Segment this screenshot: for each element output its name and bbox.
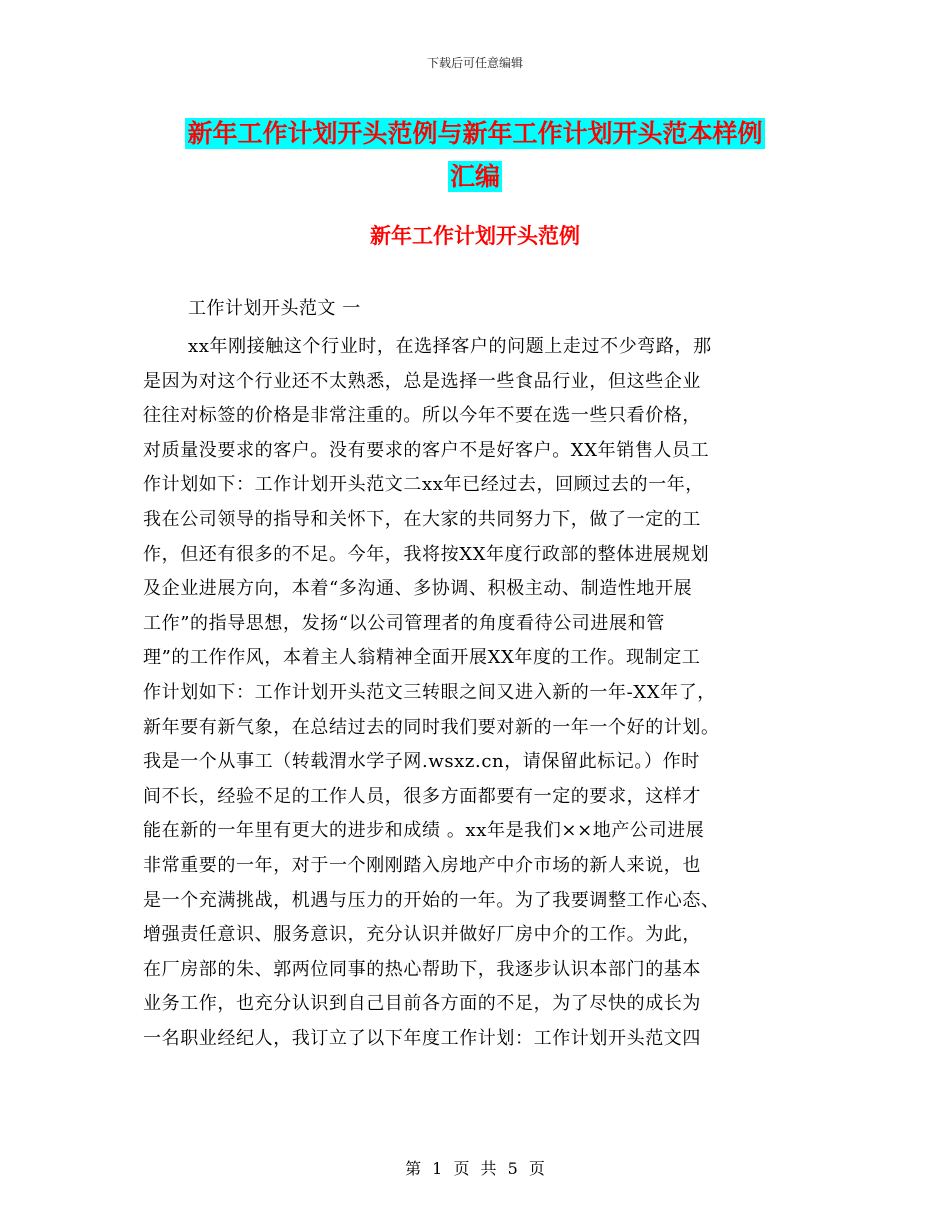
body-line: 及企业进展方向，本着“多沟通、多协调、积极主动、制造性地开展	[143, 578, 693, 600]
document-title-line-1: 新年工作计划开头范例与新年工作计划开头范本样例	[187, 119, 763, 148]
body-line: 在厂房部的朱、郭两位同事的热心帮助下，我逐步认识本部门的基本	[143, 958, 701, 980]
body-line: 间不长，经验不足的工作人员，很多方面都要有一定的要求，这样才	[143, 785, 701, 807]
body-line: 作计划如下：工作计划开头范文二xx年已经过去，回顾过去的一年，	[143, 474, 704, 496]
body-line: 我在公司领导的指导和关怀下，在大家的共同努力下，做了一定的工	[143, 508, 701, 530]
body-line: 我是一个从事工（转载渭水学子网.wsxz.cn，请保留此标记。）作时	[143, 751, 700, 773]
body-line: 对质量没要求的客户。没有要求的客户不是好客户。XX年销售人员工	[143, 439, 710, 461]
body-line: 作计划如下：工作计划开头范文三转眼之间又进入新的一年-XX年了，	[143, 681, 716, 703]
body-line: 是一个充满挑战，机遇与压力的开始的一年。为了我要调整工作心态、	[143, 889, 720, 911]
body-line: 是因为对这个行业还不太熟悉，总是选择一些食品行业，但这些企业	[143, 370, 701, 392]
section-title: 新年工作计划开头范例	[370, 224, 580, 248]
body-line: 作，但还有很多的不足。今年，我将按XX年度行政部的整体进展规划	[143, 543, 710, 565]
body-line: 非常重要的一年，对于一个刚刚踏入房地产中介市场的新人来说，也	[143, 854, 701, 876]
body-line: 一名职业经纪人，我订立了以下年度工作计划：工作计划开头范文四	[143, 1027, 701, 1049]
document-title-line-2: 汇编	[449, 162, 500, 191]
body-line: 新年要有新气象，在总结过去的同时我们要对新的一年一个好的计划。	[143, 716, 720, 738]
subheading: 工作计划开头范文 一	[188, 298, 361, 319]
body-line: 增强责任意识、服务意识，充分认识并做好厂房中介的工作。为此，	[143, 924, 701, 946]
body-paragraph	[143, 330, 809, 1056]
body-line: xx年刚接触这个行业时，在选择客户的问题上走过不少弯路，那	[188, 336, 712, 357]
page-number-footer: 第 1 页 共 5 页	[405, 1159, 545, 1178]
body-line: 工作”的指导思想，发扬“以公司管理者的角度看待公司进展和管	[143, 612, 665, 634]
body-line: 理”的工作作风，本着主人翁精神全面开展XX年度的工作。现制定工	[143, 647, 701, 669]
body-line: 业务工作，也充分认识到自己目前各方面的不足，为了尽快的成长为	[143, 993, 701, 1015]
body-line: 往往对标签的价格是非常注重的。所以今年不要在选一些只看价格，	[143, 405, 701, 427]
document-title	[130, 112, 820, 198]
header-note: 下载后可任意编辑	[426, 56, 523, 70]
body-line: 能在新的一年里有更大的进步和成绩 。xx年是我们××地产公司进展	[143, 820, 705, 842]
